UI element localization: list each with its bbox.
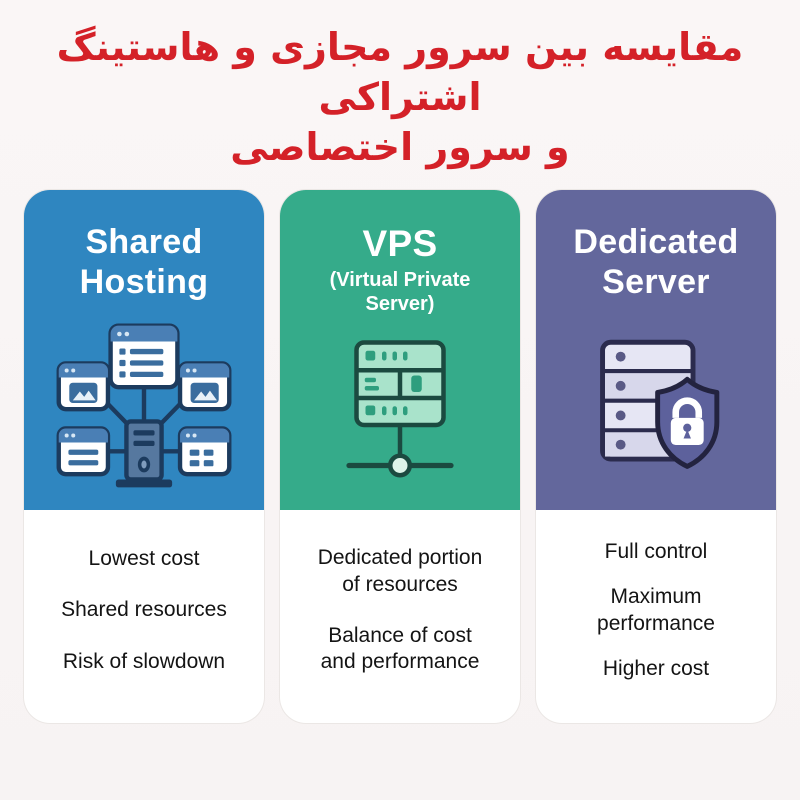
vps-card bbox=[280, 190, 520, 723]
shared-hosting-icon-wrap bbox=[24, 302, 264, 510]
dedicated-server-card-body bbox=[536, 510, 776, 723]
vps-card-title bbox=[363, 222, 438, 266]
vps-card-subtitle: (Virtual Private Server) bbox=[329, 268, 471, 315]
shared-hosting-card-header bbox=[24, 190, 264, 510]
vps-card-body bbox=[280, 510, 520, 723]
card-title-line: Server bbox=[602, 263, 710, 302]
feature-item: Risk of slowdown bbox=[62, 650, 226, 674]
vps-card-header bbox=[280, 190, 520, 510]
comparison-cards-row bbox=[24, 190, 776, 723]
page-title-line1: مقایسه بین سرور مجازی و هاستینگ اشتراکی bbox=[56, 25, 744, 120]
vps-server-network-icon bbox=[340, 338, 460, 488]
dedicated-server-card-title bbox=[573, 222, 738, 302]
dedicated-server-card-header bbox=[536, 190, 776, 510]
feature-item: Shared resources bbox=[61, 598, 227, 622]
page-title-line2: و سرور اختصاصی bbox=[230, 125, 570, 170]
feature-item: Maximum performance bbox=[597, 585, 715, 635]
feature-item: Dedicated portion of resources bbox=[317, 546, 483, 596]
dedicated-server-card bbox=[536, 190, 776, 723]
card-title-line: Hosting bbox=[79, 263, 209, 302]
shared-hosting-card-body bbox=[24, 510, 264, 723]
dedicated-server-shield-lock-icon bbox=[582, 338, 730, 474]
card-title-line: Shared bbox=[85, 223, 203, 261]
feature-item: Full control bbox=[604, 540, 708, 563]
page-title bbox=[0, 0, 800, 172]
card-title-line: Dedicated bbox=[573, 223, 739, 261]
feature-item: Lowest cost bbox=[88, 546, 200, 570]
card-title-line: VPS bbox=[362, 223, 438, 264]
feature-item: Balance of cost and performance bbox=[320, 624, 480, 674]
shared-hosting-card bbox=[24, 190, 264, 723]
vps-icon-wrap bbox=[280, 316, 520, 510]
shared-hosting-network-icon bbox=[56, 323, 232, 490]
dedicated-server-icon-wrap bbox=[536, 302, 776, 510]
feature-item: Higher cost bbox=[602, 656, 710, 680]
shared-hosting-card-title bbox=[80, 222, 209, 302]
